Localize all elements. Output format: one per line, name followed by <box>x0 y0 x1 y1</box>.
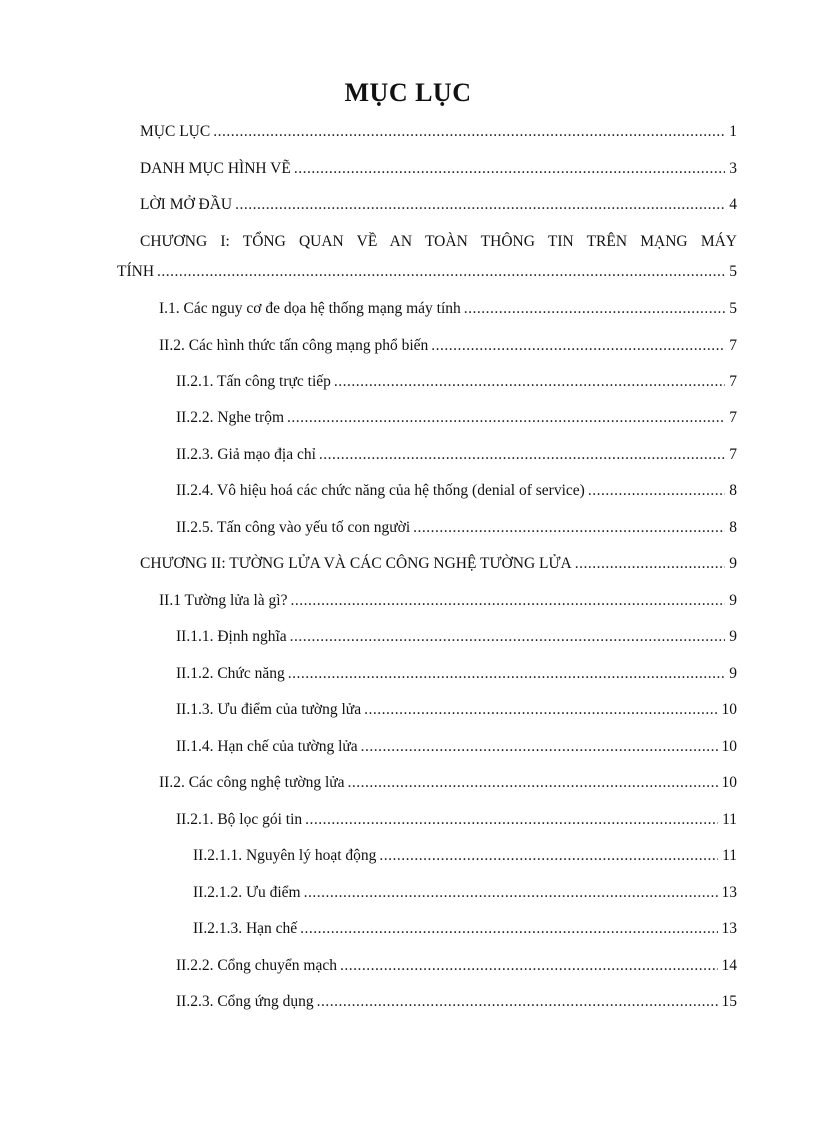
toc-entry-ii-1-2[interactable] <box>176 664 737 684</box>
toc-leader-dots <box>575 554 726 574</box>
toc-entry-page: 10 <box>721 738 737 755</box>
toc-leader-dots <box>588 481 725 501</box>
toc-leader-dots <box>361 737 718 757</box>
toc-entry-title: II.1.3. Ưu điểm của tường lửa <box>176 701 362 718</box>
toc-leader-dots <box>288 664 726 684</box>
toc-entry-page: 5 <box>729 263 737 280</box>
toc-entry-title: II.2.1.2. Ưu điểm <box>193 884 301 901</box>
toc-entry-ii-2-1-3[interactable] <box>193 919 737 939</box>
toc-entry-page: 8 <box>729 482 737 499</box>
toc-entry-ii-2[interactable] <box>159 336 737 356</box>
toc-entry-title: II.2.1.3. Hạn chế <box>193 920 298 937</box>
toc-entry-page: 11 <box>722 847 737 864</box>
toc-leader-dots <box>300 919 717 939</box>
toc-entry-page: 5 <box>729 300 737 317</box>
toc-entry-page: 3 <box>729 160 737 177</box>
toc-entry-ii-2-4[interactable] <box>176 481 737 501</box>
toc-entry-page: 13 <box>721 884 737 901</box>
toc-entry-title: DANH MỤC HÌNH VẼ <box>140 160 291 177</box>
toc-entry-page: 9 <box>729 592 737 609</box>
toc-entry-i-1[interactable] <box>159 299 737 319</box>
toc-entry-title: II.2.3. Giả mạo địa chỉ <box>176 446 316 463</box>
toc-leader-dots <box>290 627 726 647</box>
toc-entry-ii-2-1-2[interactable] <box>193 883 737 903</box>
toc-entry-muc-luc[interactable] <box>140 122 737 142</box>
toc-entry-page: 7 <box>729 373 737 390</box>
toc-leader-dots <box>348 773 718 793</box>
toc-entry-title: I.1. Các nguy cơ đe dọa hệ thống mạng máy tính <box>159 300 461 317</box>
toc-leader-dots <box>334 372 725 392</box>
toc-entry-ii-1[interactable] <box>159 591 737 611</box>
toc-entry-page: 11 <box>722 811 737 828</box>
toc-entry-ii-2-2[interactable] <box>176 408 737 428</box>
toc-entry-title: MỤC LỤC <box>140 123 211 140</box>
toc-entry-ii-2-3[interactable] <box>176 445 737 465</box>
toc-entry-page: 9 <box>729 628 737 645</box>
toc-entry-ii-2-cong-nghe[interactable] <box>159 773 737 793</box>
toc-entry-title: II.1 Tường lửa là gì? <box>159 592 288 609</box>
toc-entry-ii-2-3-cong-ung-dung[interactable] <box>176 992 737 1012</box>
toc-entry-ii-2-2-cong-chuyen-mach[interactable] <box>176 956 737 976</box>
toc-leader-dots <box>413 518 725 538</box>
toc-entry-title: II.2. Các hình thức tấn công mạng phổ biến <box>159 337 429 354</box>
toc-entry-page: 9 <box>729 665 737 682</box>
toc-leader-dots <box>319 445 725 465</box>
toc-entry-title: II.1.1. Định nghĩa <box>176 628 287 645</box>
toc-leader-dots <box>294 159 725 179</box>
toc-entry-title: II.1.4. Hạn chế của tường lửa <box>176 738 358 755</box>
toc-leader-dots <box>235 195 725 215</box>
toc-entry-chuong-1-line2[interactable] <box>117 262 737 282</box>
toc-leader-dots <box>379 846 718 866</box>
toc-entry-ii-2-5[interactable] <box>176 518 737 538</box>
toc-entry-title: II.2.1.1. Nguyên lý hoạt động <box>193 847 377 864</box>
page-title: MỤC LỤC <box>344 78 472 107</box>
toc-entry-title: CHƯƠNG II: TƯỜNG LỬA VÀ CÁC CÔNG NGHỆ TƯỜNG LỬA <box>140 555 572 572</box>
toc-entry-title: II.1.2. Chức năng <box>176 665 285 682</box>
toc-entry-page: 7 <box>729 337 737 354</box>
toc-entry-page: 7 <box>729 446 737 463</box>
toc-entry-page: 10 <box>721 774 737 791</box>
toc-entry-title: LỜI MỞ ĐẦU <box>140 196 233 213</box>
toc-leader-dots <box>431 336 725 356</box>
toc-entry-page: 14 <box>721 957 737 974</box>
toc-entry-page: 4 <box>729 196 737 213</box>
toc-leader-dots <box>305 810 718 830</box>
toc-entry-page: 13 <box>721 920 737 937</box>
toc-leader-dots <box>464 299 725 319</box>
toc-entry-title: II.2.1. Tấn công trực tiếp <box>176 373 331 390</box>
toc-entry-title: TÍNH <box>117 263 155 280</box>
toc-leader-dots <box>364 700 717 720</box>
toc-entry-page: 8 <box>729 519 737 536</box>
toc-entry-ii-1-3[interactable] <box>176 700 737 720</box>
toc-leader-dots <box>317 992 718 1012</box>
toc-entry-chuong-1-line1[interactable]: CHƯƠNG I: TỔNG QUAN VỀ AN TOÀN THÔNG TIN TRÊN MẠNG MÁY <box>140 233 737 250</box>
toc-entry-title: II.2. Các công nghệ tường lửa <box>159 774 345 791</box>
toc-entry-title: II.2.4. Vô hiệu hoá các chức năng của hệ thống (denial of service) <box>176 482 585 499</box>
toc-entry-page: 1 <box>729 123 737 140</box>
toc-entry-title: II.2.5. Tấn công vào yếu tố con người <box>176 519 411 536</box>
toc-entry-chuong-2[interactable] <box>140 554 737 574</box>
toc-entry-title: II.2.2. Cổng chuyển mạch <box>176 957 337 974</box>
toc-entry-page: 15 <box>721 993 737 1010</box>
toc-entry-ii-2-1[interactable] <box>176 372 737 392</box>
toc-entry-loi-mo-dau[interactable] <box>140 195 737 215</box>
toc-entry-ii-1-4[interactable] <box>176 737 737 757</box>
toc-leader-dots <box>304 883 718 903</box>
toc-entry-ii-2-1-bo-loc[interactable] <box>176 810 737 830</box>
toc-entry-ii-2-1-1[interactable] <box>193 846 737 866</box>
toc-entry-title: II.2.1. Bộ lọc gói tin <box>176 811 303 828</box>
toc-entry-page: 9 <box>729 555 737 572</box>
toc-leader-dots <box>340 956 718 976</box>
toc-entry-page: 7 <box>729 409 737 426</box>
toc-entry-title: II.2.3. Cổng ứng dụng <box>176 993 314 1010</box>
toc-leader-dots <box>287 408 725 428</box>
toc-leader-dots <box>157 262 725 282</box>
toc-leader-dots <box>290 591 725 611</box>
toc-entry-danh-muc-hinh-ve[interactable] <box>140 159 737 179</box>
toc-entry-title: II.2.2. Nghe trộm <box>176 409 285 426</box>
toc-entry-ii-1-1[interactable] <box>176 627 737 647</box>
toc-leader-dots <box>213 122 725 142</box>
toc-entry-page: 10 <box>721 701 737 718</box>
